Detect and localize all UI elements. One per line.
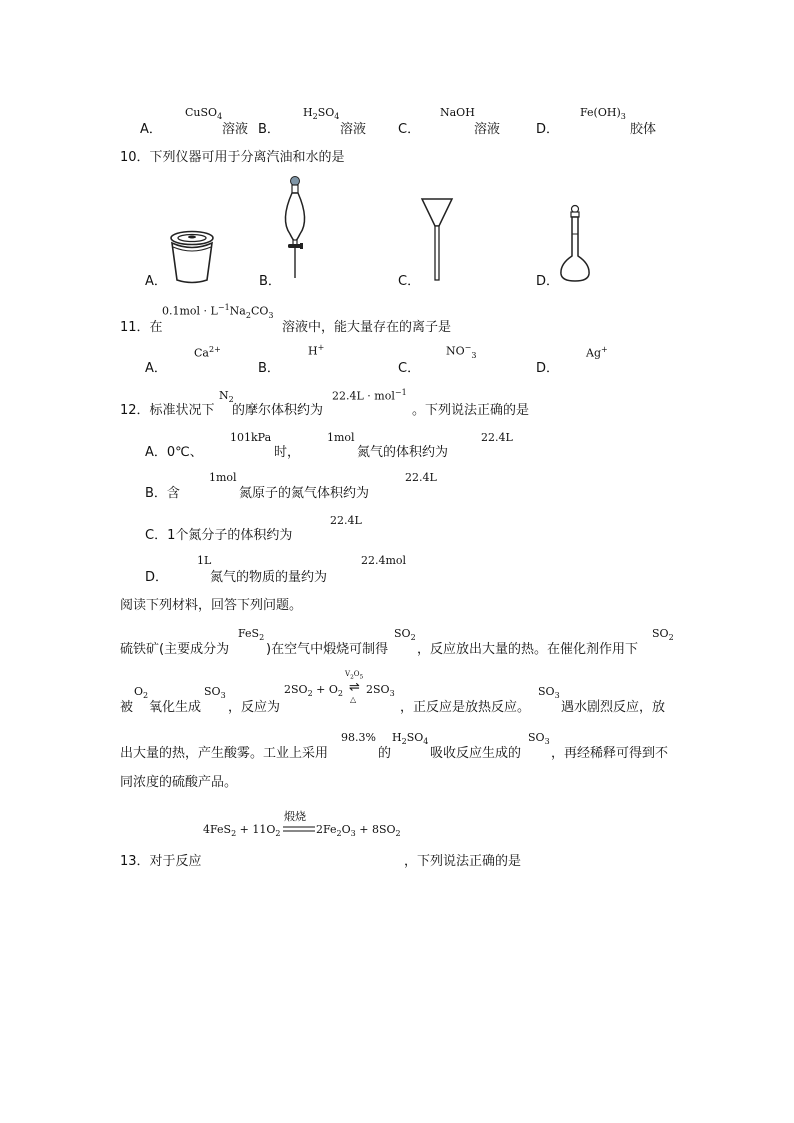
funnel-icon [420, 197, 454, 283]
passage-line1-b: )在空气中煅烧可制得 [266, 642, 389, 657]
q12-option-a-volume: 22.4L [481, 431, 513, 444]
passage-line1-c: ，反应放出大量的热。在催化剂作用下 [417, 642, 639, 657]
heat-symbol: △ [350, 695, 357, 704]
equation-left: $2SO_2 + O_2$ [284, 683, 343, 699]
roasting-left: $4FeS_2 + 11O_2$ [203, 823, 281, 839]
q11-option-a-letter: A． [145, 361, 167, 376]
passage-line1-a: 硫铁矿(主要成分为 [120, 642, 230, 657]
roasting-equation [203, 808, 408, 842]
passage-so3-end: $SO_3$ [528, 731, 550, 747]
q9-option-b-letter: B． [258, 122, 280, 137]
passage-line3-c: 吸收反应生成的 [430, 746, 522, 761]
q11-option-c-letter: C． [398, 361, 421, 376]
q9-option-c-letter: C． [398, 122, 421, 137]
q9-option-a-suffix: 溶液 [222, 122, 249, 137]
q11-option-a-ion: $Ca^{2+}$ [194, 345, 221, 360]
q12-option-a-t1: 时， [274, 445, 301, 460]
q12-option-c-text: C．1个氮分子的体积约为 [145, 528, 293, 543]
q9-option-d-letter: D． [536, 122, 560, 137]
q12-gas: $N_2$ [219, 389, 234, 405]
crucible-icon [165, 228, 219, 284]
q11-option-c-ion: $NO^-_3$ [446, 343, 477, 360]
q10-option-a: A． [145, 274, 167, 289]
q12-molar-volume: 22.4L · mol$^{-1}$ [332, 388, 407, 403]
q9-option-c-formula: NaOH [440, 106, 475, 119]
q11-option-b-ion: H+ [308, 343, 325, 358]
equals-sign-icon [283, 826, 315, 832]
passage-so3-mid: $SO_3$ [538, 685, 560, 701]
passage-intro: 阅读下列材料，回答下列问题。 [120, 598, 303, 613]
equilibrium-arrow-icon: ⇌ [349, 680, 360, 695]
q12-option-a-pressure: 101kPa [230, 431, 272, 444]
q12-suffix: 。下列说法正确的是 [412, 403, 530, 418]
q11-option-b-letter: B． [258, 361, 280, 376]
passage-h2so4: $H_2SO_4$ [392, 731, 429, 747]
q10-stem: 10．下列仪器可用于分离汽油和水的是 [120, 150, 345, 165]
catalytic-equation [284, 670, 402, 706]
passage-line2-a: 被 [120, 700, 134, 715]
q12-option-d-letter: D． [145, 570, 169, 585]
q12-prefix: 12．标准状况下 [120, 403, 215, 418]
passage-so2-end: $SO_2$ [652, 627, 674, 643]
q10-option-c: C． [398, 274, 421, 289]
passage-percentage: 98.3% [341, 731, 376, 744]
passage-line3-d: ，再经稀释可得到不 [551, 746, 669, 761]
passage-line4: 同浓度的硫酸产品。 [120, 775, 238, 790]
q13-suffix: ，下列说法正确的是 [404, 854, 522, 869]
passage-line2-d: ，正反应是放热反应。 [400, 700, 531, 715]
passage-line2-b: 氧化生成 [149, 700, 202, 715]
q12-option-a-t2: 氮气的体积约为 [357, 445, 449, 460]
passage-so3: $SO_3$ [204, 685, 226, 701]
q12-option-b-volume: 22.4L [405, 471, 437, 484]
passage-line3-b: 的 [378, 746, 392, 761]
q11-option-d-letter: D． [536, 361, 560, 376]
q12-option-b-amount: 1mol [209, 471, 237, 484]
q9-option-b-formula: $H_2SO_4$ [303, 106, 340, 122]
q9-option-a-letter: A． [140, 122, 162, 137]
q11-suffix: 溶液中，能大量存在的离子是 [282, 320, 452, 335]
separatory-funnel-icon [278, 176, 312, 282]
q12-option-b-t1: 氮原子的氮气体积约为 [239, 486, 370, 501]
q9-option-c-suffix: 溶液 [474, 122, 501, 137]
q11-concentration: $0.1mol \cdot L^{-1}Na_2CO_3$ [162, 303, 274, 320]
passage-o2: $O_2$ [134, 685, 149, 701]
q12-option-d-volume: 1L [197, 554, 212, 567]
passage-line2-c: ，反应为 [228, 700, 281, 715]
q11-option-d-ion: Ag+ [586, 345, 608, 360]
q9-option-b-suffix: 溶液 [340, 122, 367, 137]
equation-right: $2SO_3$ [366, 683, 395, 699]
q9-option-a-formula: CuSO$_4$ [185, 106, 223, 122]
q12-option-b-letter: B．含 [145, 486, 180, 501]
passage-line3-a: 出大量的热，产生酸雾。工业上采用 [120, 746, 329, 761]
q12-option-c-volume: 22.4L [330, 514, 362, 527]
catalyst-label: $V_2O_5$ [345, 670, 364, 681]
q10-option-d: D． [536, 274, 560, 289]
q9-option-d-suffix: 胶体 [630, 122, 657, 137]
passage-so2: $SO_2$ [394, 627, 416, 643]
q13-prefix: 13．对于反应 [120, 854, 202, 869]
roasting-condition: 煅烧 [284, 810, 306, 823]
volumetric-flask-icon [558, 204, 592, 282]
q9-option-d-formula: $Fe(OH)_3$ [580, 106, 626, 122]
q12-option-a-amount: 1mol [327, 431, 355, 444]
q12-middle: 的摩尔体积约为 [232, 403, 324, 418]
q10-option-b: B． [259, 274, 281, 289]
q12-option-d-amount: 22.4mol [361, 554, 407, 567]
passage-fes2: FeS$_2$ [238, 627, 265, 643]
q12-option-d-t1: 氮气的物质的量约为 [210, 570, 328, 585]
q12-option-a-letter: A．0℃、 [145, 445, 203, 460]
q11-prefix: 11．在 [120, 320, 163, 335]
roasting-right: $2Fe_2O_3 + 8SO_2$ [316, 823, 401, 839]
passage-line2-e: 遇水剧烈反应，放 [561, 700, 666, 715]
